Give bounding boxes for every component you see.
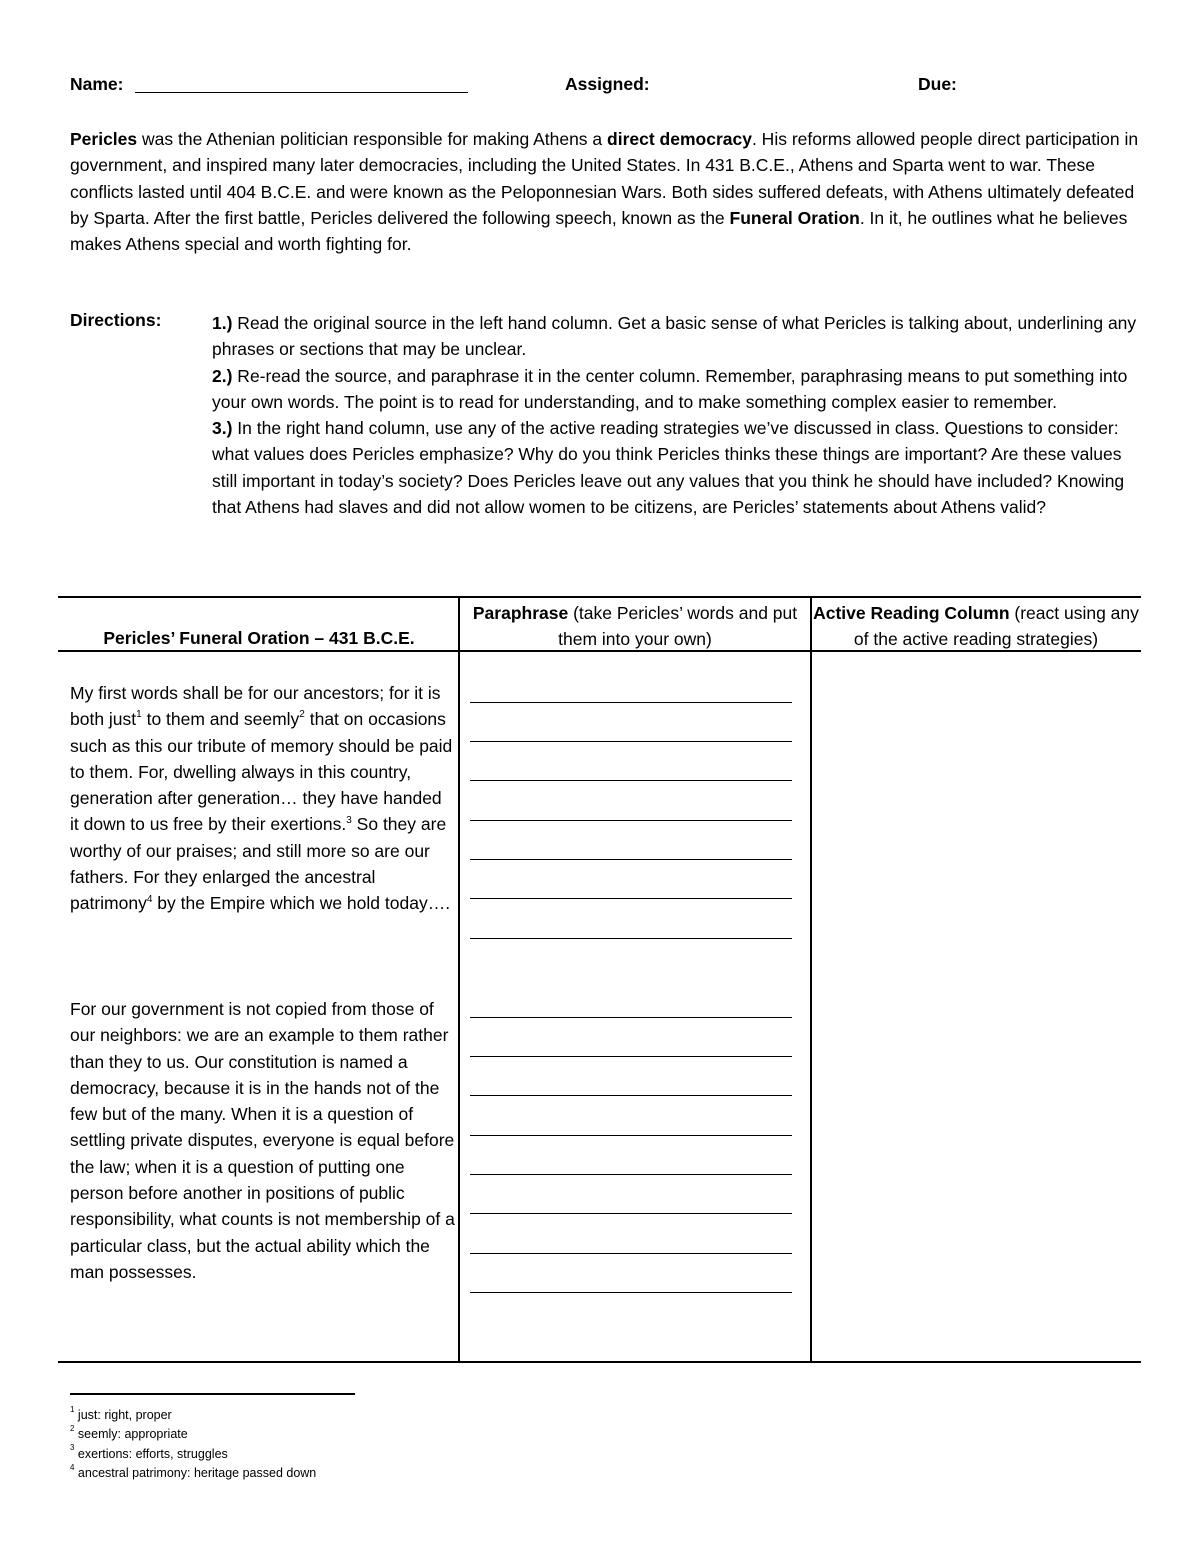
paraphrase-header-note: (take Pericles’ words and put them into your own) (558, 603, 798, 649)
directions-list (212, 310, 1147, 520)
intro-term-direct-democracy: direct democracy (607, 129, 752, 149)
footnote-1 (70, 1406, 316, 1425)
footnote-3-number: 3 (70, 1443, 75, 1453)
source-text: by the Empire which we hold today…. (152, 893, 451, 914)
paraphrase-line[interactable] (470, 1135, 792, 1136)
direction-step-3 (212, 415, 1147, 520)
paraphrase-line[interactable] (470, 1017, 792, 1018)
footnote-2-number: 2 (70, 1424, 75, 1434)
active-reading-area[interactable] (812, 652, 1140, 1361)
footnote-3-text: exertions: efforts, struggles (74, 1446, 228, 1461)
paraphrase-line[interactable] (470, 1056, 792, 1057)
name-label: Name: (70, 74, 124, 94)
source-text: So they are worthy of our praises; and still more so are our fathers. For they enlarged the ancestral patrimony (70, 814, 447, 914)
direction-step-2-number: 2.) (212, 365, 233, 386)
intro-text-2: . His reforms allowed people direct participation in government, and inspired many later democracies, including the United States. In 431 B.C.E., Athens and Sparta went to war. These conflicts lasted until 404 B.C.E. and were known as the Peloponnesian Wars. Both sides suffered defeats, with Athens ultimately defeated by Sparta. After the first battle, Pericles delivered the following speech, known as the (70, 129, 1139, 228)
paraphrase-line[interactable] (470, 780, 792, 781)
paraphrase-line[interactable] (470, 1292, 792, 1293)
paraphrase-line[interactable] (470, 820, 792, 821)
paraphrase-line[interactable] (470, 1095, 792, 1096)
footnote-4-number: 4 (70, 1462, 75, 1472)
table-column-divider-1 (458, 597, 460, 1363)
paraphrase-line[interactable] (470, 1213, 792, 1214)
paraphrase-line[interactable] (470, 859, 792, 860)
table-bottom-rule (58, 1361, 1141, 1363)
column-header-paraphrase (460, 600, 810, 652)
table-top-rule (58, 596, 1141, 598)
paraphrase-line[interactable] (470, 741, 792, 742)
direction-step-3-number: 3.) (212, 418, 233, 439)
footnote-4-text: ancestral patrimony: heritage passed down (74, 1465, 317, 1480)
directions-label: Directions: (70, 310, 162, 330)
source-paragraph-1 (70, 680, 455, 917)
source-text: My first words shall be for our ancestors; for it is both just (70, 683, 441, 730)
intro-paragraph (70, 126, 1150, 257)
intro-text-3: . In it, he outlines what he believes makes Athens special and worth fighting for. (70, 207, 1128, 255)
paraphrase-line[interactable] (470, 1253, 792, 1254)
source-text: to them and seemly (141, 709, 300, 730)
footnote-ref-1: 1 (136, 709, 142, 721)
footnote-1-text: just: right, proper (74, 1408, 172, 1422)
intro-text-1: was the Athenian politician responsible for making Athens a (137, 129, 608, 149)
direction-step-2-text: Re-read the source, and paraphrase it in the center column. Remember, paraphrasing means to put something into your own words. The point is to read for understanding, and to make something complex easier to remember. (212, 365, 1128, 412)
footnote-2-text: seemly: appropriate (74, 1427, 188, 1442)
intro-term-pericles: Pericles (70, 129, 138, 149)
paraphrase-line[interactable] (470, 898, 792, 899)
footnote-ref-3: 3 (346, 814, 352, 826)
intro-term-funeral-oration: Funeral Oration (729, 207, 860, 228)
active-reading-header-title: Active Reading Column (813, 603, 1010, 623)
footnote-ref-2: 2 (299, 709, 305, 721)
direction-step-1-number: 1.) (212, 313, 233, 333)
source-paragraph-2: For our government is not copied from those of our neighbors: we are an example to them rather than they to us. Our constitution is named a democracy, because it is in the hands not of the few but of the many. When it is a question of settling private disputes, everyone is equal before the law; when it is a question of putting one person before another in positions of public responsibility, what counts is not membership of a particular class, but the actual ability which the man possesses. (70, 999, 455, 1282)
paraphrase-line[interactable] (470, 938, 792, 939)
footnote-ref-4: 4 (146, 893, 153, 905)
column-header-source: Pericles’ Funeral Oration – 431 B.C.E. (103, 628, 415, 648)
direction-step-1 (212, 310, 1147, 363)
footnote-separator (70, 1393, 355, 1395)
direction-step-3-text: In the right hand column, use any of the active reading strategies we’ve discussed in class. Questions to consider: what values does Pericles emphasize? Why do you think Pericles thinks these things are important? Are these values still important in today’s society? Does Pericles leave out any values that you think he should have included? Knowing that Athens had slaves and did not allow women to be citizens, are Pericles’ statements about Athens valid? (212, 418, 1125, 518)
footnote-2 (70, 1425, 316, 1444)
footnote-1-number: 1 (70, 1404, 75, 1414)
footnotes (70, 1406, 316, 1483)
active-reading-header-note: (react using any of the active reading strategies) (853, 603, 1139, 649)
paraphrase-line[interactable] (470, 702, 792, 703)
direction-step-1-text: Read the original source in the left hand column. Get a basic sense of what Pericles is talking about, underlining any phrases or sections that may be unclear. (212, 313, 1137, 360)
paraphrase-header-title: Paraphrase (472, 603, 569, 623)
paraphrase-line[interactable] (470, 1174, 792, 1175)
name-blank-line[interactable] (135, 92, 468, 93)
source-text: that on occasions such as this our tribute of memory should be paid to them. For, dwelling always in this country, generation after generation… they have handed it down to us free by their exertions. (70, 709, 453, 835)
column-header-active-reading (812, 600, 1140, 652)
direction-step-2 (212, 363, 1147, 416)
assigned-label: Assigned: (565, 74, 650, 94)
footnote-4 (70, 1464, 316, 1483)
footnote-3 (70, 1445, 316, 1464)
due-label: Due: (918, 74, 957, 94)
